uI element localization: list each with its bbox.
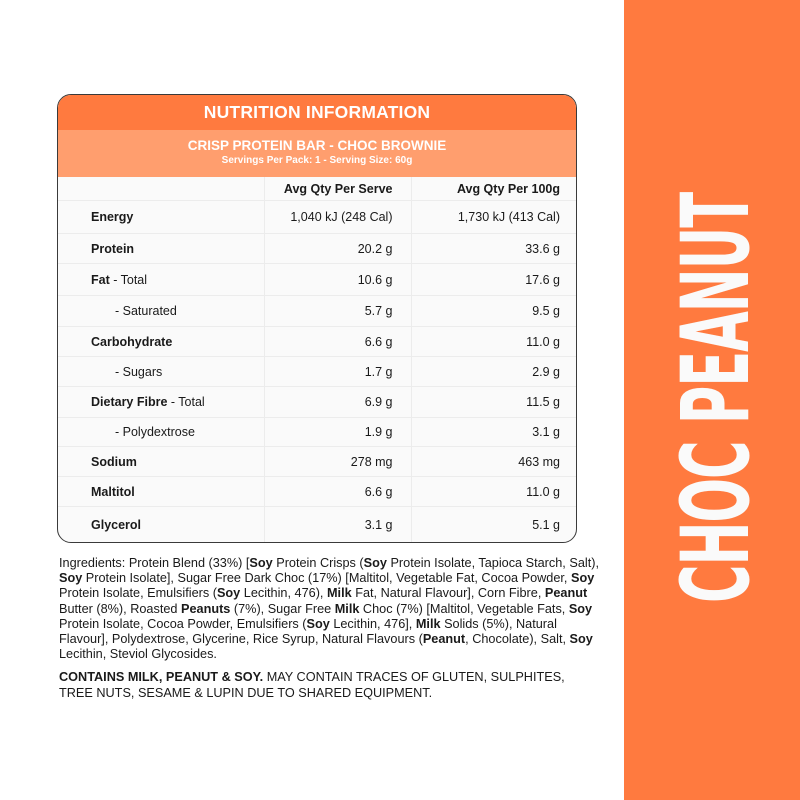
nutrition-table	[58, 177, 577, 543]
ingredient-text: Choc (7%) [Maltitol, Vegetable Fats,	[359, 601, 569, 616]
ingredient-text: Protein Isolate], Sugar Free Dark Choc (17%) [Maltitol, Vegetable Fat, Cocoa Powder,	[82, 571, 571, 586]
table-row	[58, 447, 577, 477]
nutrient-name	[58, 327, 264, 357]
value-per-serve: 6.6 g	[264, 327, 411, 357]
column-header-row	[58, 177, 577, 201]
allergen-ingredient: Soy	[306, 616, 330, 631]
value-per-100g: 17.6 g	[411, 264, 577, 296]
table-row	[58, 327, 577, 357]
table-row	[58, 357, 577, 387]
value-per-serve: 20.2 g	[264, 234, 411, 264]
nutrient-label: Glycerol	[91, 517, 142, 532]
allergen-ingredient: Soy	[216, 586, 241, 601]
ingredients-list	[59, 556, 599, 662]
ingredient-text: Protein Isolate, Emulsifiers (	[59, 586, 217, 601]
nutrient-label: Protein	[91, 241, 135, 256]
column-header-per-serve: Avg Qty Per Serve	[264, 177, 411, 201]
nutrient-label: Energy	[91, 210, 134, 224]
nutrient-label: Carbohydrate	[91, 334, 173, 349]
allergen-ingredient: Milk	[334, 601, 360, 616]
ingredient-text: (7%), Sugar Free	[230, 601, 335, 616]
value-per-serve: 10.6 g	[264, 264, 411, 296]
ingredients-block	[59, 556, 599, 701]
nutrient-label: Maltitol	[91, 484, 135, 499]
table-row	[58, 264, 577, 296]
flavour-title: CHOC PEANUT	[662, 192, 771, 604]
nutrient-name	[58, 296, 264, 327]
column-header-nutrient	[58, 177, 264, 201]
ingredient-text: Solids (5%), Natural Flavour], Polydextrose, Glycerine, Rice Syrup, Natural Flavours (	[59, 616, 557, 647]
value-per-serve: 6.9 g	[264, 387, 411, 418]
allergen-ingredient: Soy	[569, 632, 593, 647]
nutrient-name	[58, 418, 264, 447]
product-header	[58, 130, 576, 177]
ingredient-text: , Chocolate), Salt,	[465, 632, 570, 647]
nutrient-name	[58, 234, 264, 264]
value-per-serve: 3.1 g	[264, 507, 411, 543]
nutrient-qualifier: - Total	[109, 272, 148, 287]
ingredient-text: Protein Isolate, Cocoa Powder, Emulsifiers (	[59, 616, 307, 631]
nutrient-qualifier: - Sugars	[115, 364, 163, 379]
nutrient-qualifier: - Polydextrose	[115, 425, 195, 439]
nutrient-label: Dietary Fibre	[91, 395, 168, 409]
product-name: CRISP PROTEIN BAR - CHOC BROWNIE	[187, 138, 447, 153]
allergen-statement	[59, 670, 599, 700]
nutrition-title: NUTRITION INFORMATION	[58, 95, 576, 130]
ingredient-text: Fat, Natural Flavour], Corn Fibre,	[351, 586, 545, 601]
ingredient-text: Lecithin, 476],	[329, 616, 416, 631]
value-per-100g: 3.1 g	[411, 418, 577, 447]
ingredient-text: Lecithin, Steviol Glycosides.	[59, 647, 217, 662]
nutrient-name	[58, 387, 264, 418]
value-per-100g: 5.1 g	[411, 507, 577, 543]
allergen-ingredient: Peanuts	[181, 601, 231, 616]
table-row	[58, 418, 577, 447]
value-per-100g: 11.5 g	[411, 387, 577, 418]
table-row	[58, 387, 577, 418]
nutrient-name	[58, 357, 264, 387]
allergen-ingredient: Milk	[415, 616, 441, 631]
allergen-ingredient: Milk	[326, 586, 352, 601]
ingredient-text: Protein Isolate, Tapioca Starch, Salt),	[386, 556, 599, 570]
nutrient-qualifier: - Total	[167, 395, 205, 409]
table-row	[58, 296, 577, 327]
column-header-per-100g: Avg Qty Per 100g	[411, 177, 577, 201]
nutrient-name	[58, 507, 264, 543]
value-per-serve: 1.7 g	[264, 357, 411, 387]
value-per-serve: 6.6 g	[264, 477, 411, 507]
value-per-100g: 11.0 g	[411, 477, 577, 507]
value-per-serve: 1,040 kJ (248 Cal)	[264, 201, 411, 234]
allergen-ingredient: Soy	[59, 571, 83, 586]
ingredient-text: Lecithin, 476),	[240, 586, 327, 601]
allergen-ingredient: Soy	[570, 571, 595, 586]
nutrient-label: Sodium	[91, 454, 137, 469]
value-per-serve: 1.9 g	[264, 418, 411, 447]
value-per-100g: 2.9 g	[411, 357, 577, 387]
allergen-ingredient: Peanut	[544, 586, 588, 601]
allergen-contains: CONTAINS MILK, PEANUT & SOY.	[59, 670, 264, 685]
allergen-ingredient: Soy	[249, 556, 273, 570]
ingredient-text: Butter (8%), Roasted	[59, 601, 181, 616]
ingredient-text: Ingredients: Protein Blend (33%) [	[59, 556, 250, 570]
nutrient-name	[58, 477, 264, 507]
nutrient-name	[58, 447, 264, 477]
allergen-may-contain: MAY CONTAIN TRACES OF GLUTEN, SULPHITES, TREE NUTS, SESAME & LUPIN DUE TO SHARED EQUIPMENT.	[59, 670, 565, 700]
table-row	[58, 201, 577, 234]
value-per-100g: 1,730 kJ (413 Cal)	[411, 201, 577, 234]
serving-info: Servings Per Pack: 1 - Serving Size: 60g	[221, 155, 413, 166]
table-row	[58, 507, 577, 543]
allergen-ingredient: Peanut	[422, 632, 466, 647]
value-per-100g: 11.0 g	[411, 327, 577, 357]
nutrient-name	[58, 201, 264, 234]
table-row	[58, 234, 577, 264]
value-per-100g: 463 mg	[411, 447, 577, 477]
value-per-serve: 278 mg	[264, 447, 411, 477]
table-row	[58, 477, 577, 507]
nutrient-label: Fat	[91, 272, 110, 287]
value-per-serve: 5.7 g	[264, 296, 411, 327]
nutrient-name	[58, 264, 264, 296]
nutrition-panel	[57, 94, 577, 543]
allergen-ingredient: Soy	[568, 601, 593, 616]
ingredient-text: Protein Crisps (	[272, 556, 364, 570]
nutrient-qualifier: - Saturated	[115, 304, 177, 318]
value-per-100g: 9.5 g	[411, 296, 577, 327]
value-per-100g: 33.6 g	[411, 234, 577, 264]
allergen-ingredient: Soy	[363, 556, 387, 570]
